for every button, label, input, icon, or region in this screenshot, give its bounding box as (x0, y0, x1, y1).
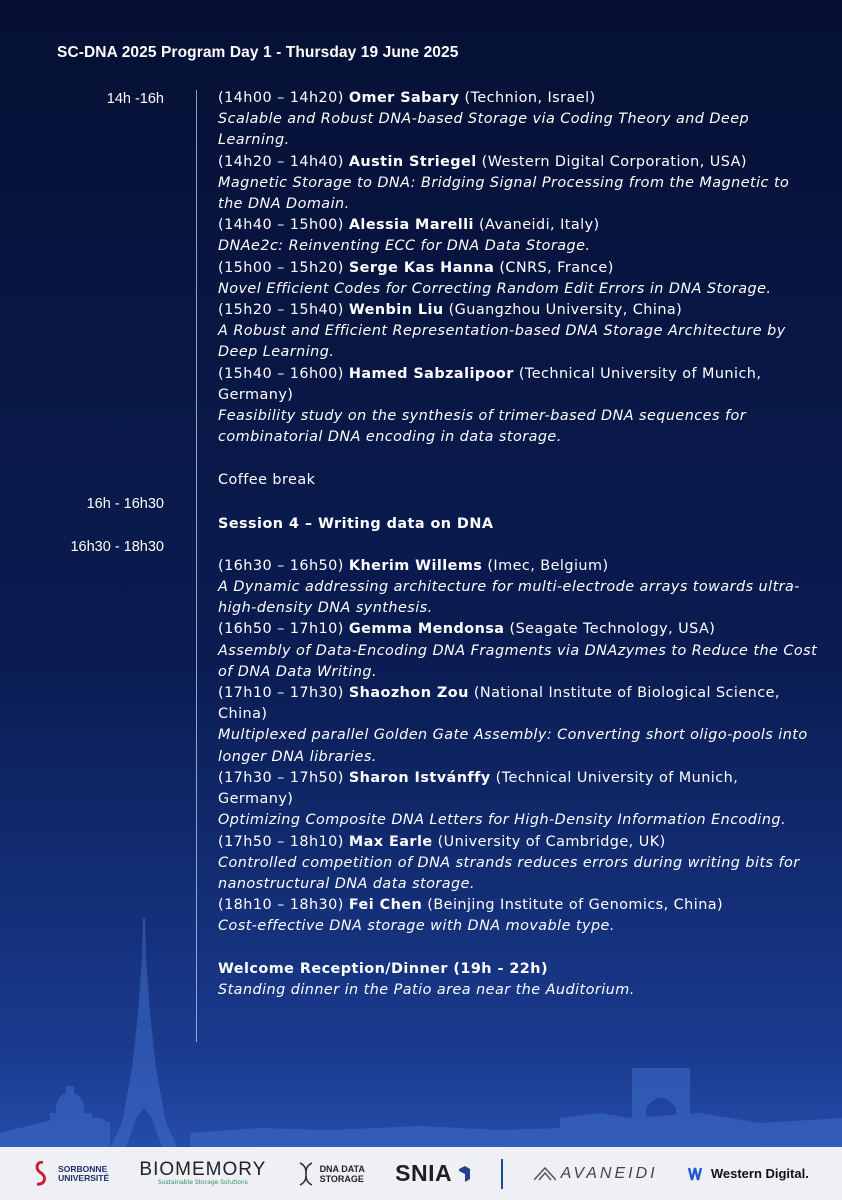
dna-line-1: DNA DATA (319, 1163, 365, 1174)
talk-title: Assembly of Data-Encoding DNA Fragments via DNAzymes to Reduce the Cost of DNA Data Writing. (218, 642, 818, 680)
affiliation: (Seagate Technology, USA) (509, 621, 716, 638)
talk-time: (17h30 – 17h50) (218, 769, 344, 786)
affiliation: (Technical University of Munich, Germany) (218, 365, 762, 403)
slot-time-1: 14h -16h (106, 91, 164, 107)
talk-time: (15h00 – 15h20) (218, 259, 344, 276)
talk-time: (17h50 – 18h10) (218, 833, 344, 850)
talk-time: (15h40 – 16h00) (218, 365, 344, 382)
biomemory-logo (139, 1160, 266, 1187)
talk-time: (15h20 – 15h40) (218, 302, 344, 319)
avaneidi-logo (534, 1165, 658, 1183)
affiliation: (Western Digital Corporation, USA) (481, 153, 747, 170)
talk-title: A Robust and Efficient Representation-based DNA Storage Architecture by Deep Learning. (218, 323, 786, 361)
speaker: Wenbin Liu (348, 302, 444, 319)
speaker: Alessia Marelli (348, 217, 474, 234)
talk (218, 258, 818, 300)
footer-divider (501, 1159, 503, 1189)
talk (218, 619, 818, 683)
talk (218, 768, 818, 832)
talk-title: Multiplexed parallel Golden Gate Assembly: Converting short oligo-pools into longer DNA libraries. (218, 727, 808, 765)
talk (218, 215, 818, 257)
snia-name: SNIA (395, 1160, 453, 1186)
talk-title: Cost-effective DNA storage with DNA movable type. (218, 918, 615, 935)
sorbonne-logo (33, 1161, 109, 1187)
talk (218, 556, 818, 620)
talk-time: (18h10 – 18h30) (218, 897, 344, 914)
speaker: Shaozhon Zou (348, 685, 469, 702)
speaker: Serge Kas Hanna (348, 259, 495, 276)
sorbonne-line-1: SORBONNE (58, 1163, 108, 1174)
talk-time: (14h20 – 14h40) (218, 153, 344, 170)
talk-title: Controlled competition of DNA strands reduces errors during writing bits for nanostructural DNA data storage. (218, 854, 800, 892)
speaker: Hamed Sabzalipoor (348, 365, 514, 382)
speaker: Max Earle (348, 833, 433, 850)
talk-title: Feasibility study on the synthesis of trimer-based DNA sequences for combinatorial DNA encoding in data storage. (218, 408, 747, 446)
slot-time-2: 16h30 - 18h30 (70, 539, 164, 555)
speaker: Omer Sabary (348, 90, 460, 106)
session-title: Session 4 – Writing data on DNA (218, 515, 494, 532)
dna-data-storage-logo (297, 1161, 365, 1187)
talk-time: (14h00 – 14h20) (218, 90, 344, 106)
speaker: Kherim Willems (348, 557, 483, 574)
affiliation: (Technical University of Munich, Germany) (218, 769, 739, 808)
program-content (218, 88, 818, 1001)
talk-time: (14h40 – 15h00) (218, 217, 344, 234)
talk (218, 88, 818, 152)
talk-title: Scalable and Robust DNA-based Storage via Coding Theory and Deep Learning. (218, 111, 750, 149)
talk-title: A Dynamic addressing architecture for multi-electrode arrays towards ultra-high-density DNA synthesis. (218, 579, 800, 617)
dna-line-2: STORAGE (319, 1173, 364, 1184)
western-digital-mark-icon (688, 1167, 706, 1181)
talk (218, 152, 818, 216)
coffee-break: Coffee break (218, 472, 316, 489)
western-digital-name: Western Digital. (710, 1166, 809, 1181)
speaker: Gemma Mendonsa (348, 621, 505, 638)
talk-time: (16h50 – 17h10) (218, 621, 344, 638)
reception-description: Standing dinner in the Patio area near the Auditorium. (218, 981, 635, 998)
sorbonne-emblem-icon (33, 1161, 53, 1187)
page-title: SC-DNA 2025 Program Day 1 - Thursday 19 June 2025 (57, 44, 459, 61)
western-digital-logo (688, 1166, 809, 1181)
speaker: Austin Striegel (348, 153, 477, 170)
affiliation: (Technion, Israel) (464, 90, 596, 106)
talk (218, 832, 818, 896)
talk-title: Novel Efficient Codes for Correcting Random Edit Errors in DNA Storage. (218, 280, 772, 297)
affiliation: (University of Cambridge, UK) (437, 833, 666, 850)
avaneidi-mark-icon (534, 1167, 556, 1181)
snia-mark-icon (457, 1165, 471, 1183)
affiliation: (National Institute of Biological Science, China) (218, 685, 780, 723)
talk (218, 683, 818, 768)
talk-title: Magnetic Storage to DNA: Bridging Signal Processing from the Magnetic to the DNA Domain. (218, 174, 790, 213)
sorbonne-line-2: UNIVERSITÉ (58, 1172, 110, 1183)
talk (218, 300, 818, 364)
talk-time: (17h10 – 17h30) (218, 685, 344, 702)
avaneidi-name: AVANEIDI (560, 1164, 658, 1182)
paris-skyline-illustration (0, 918, 842, 1148)
sponsor-footer (0, 1147, 842, 1200)
talk-title: Optimizing Composite DNA Letters for High-Density Information Encoding. (218, 812, 787, 829)
reception-title: Welcome Reception/Dinner (19h - 22h) (218, 960, 548, 977)
timeline-divider (196, 90, 197, 1042)
biomemory-tagline: Sustainable Storage Solutions (157, 1179, 248, 1186)
break-time: 16h - 16h30 (86, 496, 164, 512)
dna-helix-icon (297, 1161, 315, 1187)
talk-time: (16h30 – 16h50) (218, 557, 344, 574)
talk-title: DNAe2c: Reinventing ECC for DNA Data Storage. (218, 238, 591, 255)
speaker: Fei Chen (348, 897, 423, 914)
affiliation: (Guangzhou University, China) (448, 302, 683, 319)
snia-logo (395, 1160, 471, 1187)
affiliation: (Imec, Belgium) (487, 557, 609, 574)
talk (218, 364, 818, 449)
affiliation: (Avaneidi, Italy) (478, 217, 600, 234)
speaker: Sharon Istvánffy (348, 769, 491, 786)
biomemory-name: BIOMEMORY (139, 1159, 267, 1180)
affiliation: (CNRS, France) (499, 259, 614, 276)
affiliation: (Beinjing Institute of Genomics, China) (427, 897, 724, 914)
